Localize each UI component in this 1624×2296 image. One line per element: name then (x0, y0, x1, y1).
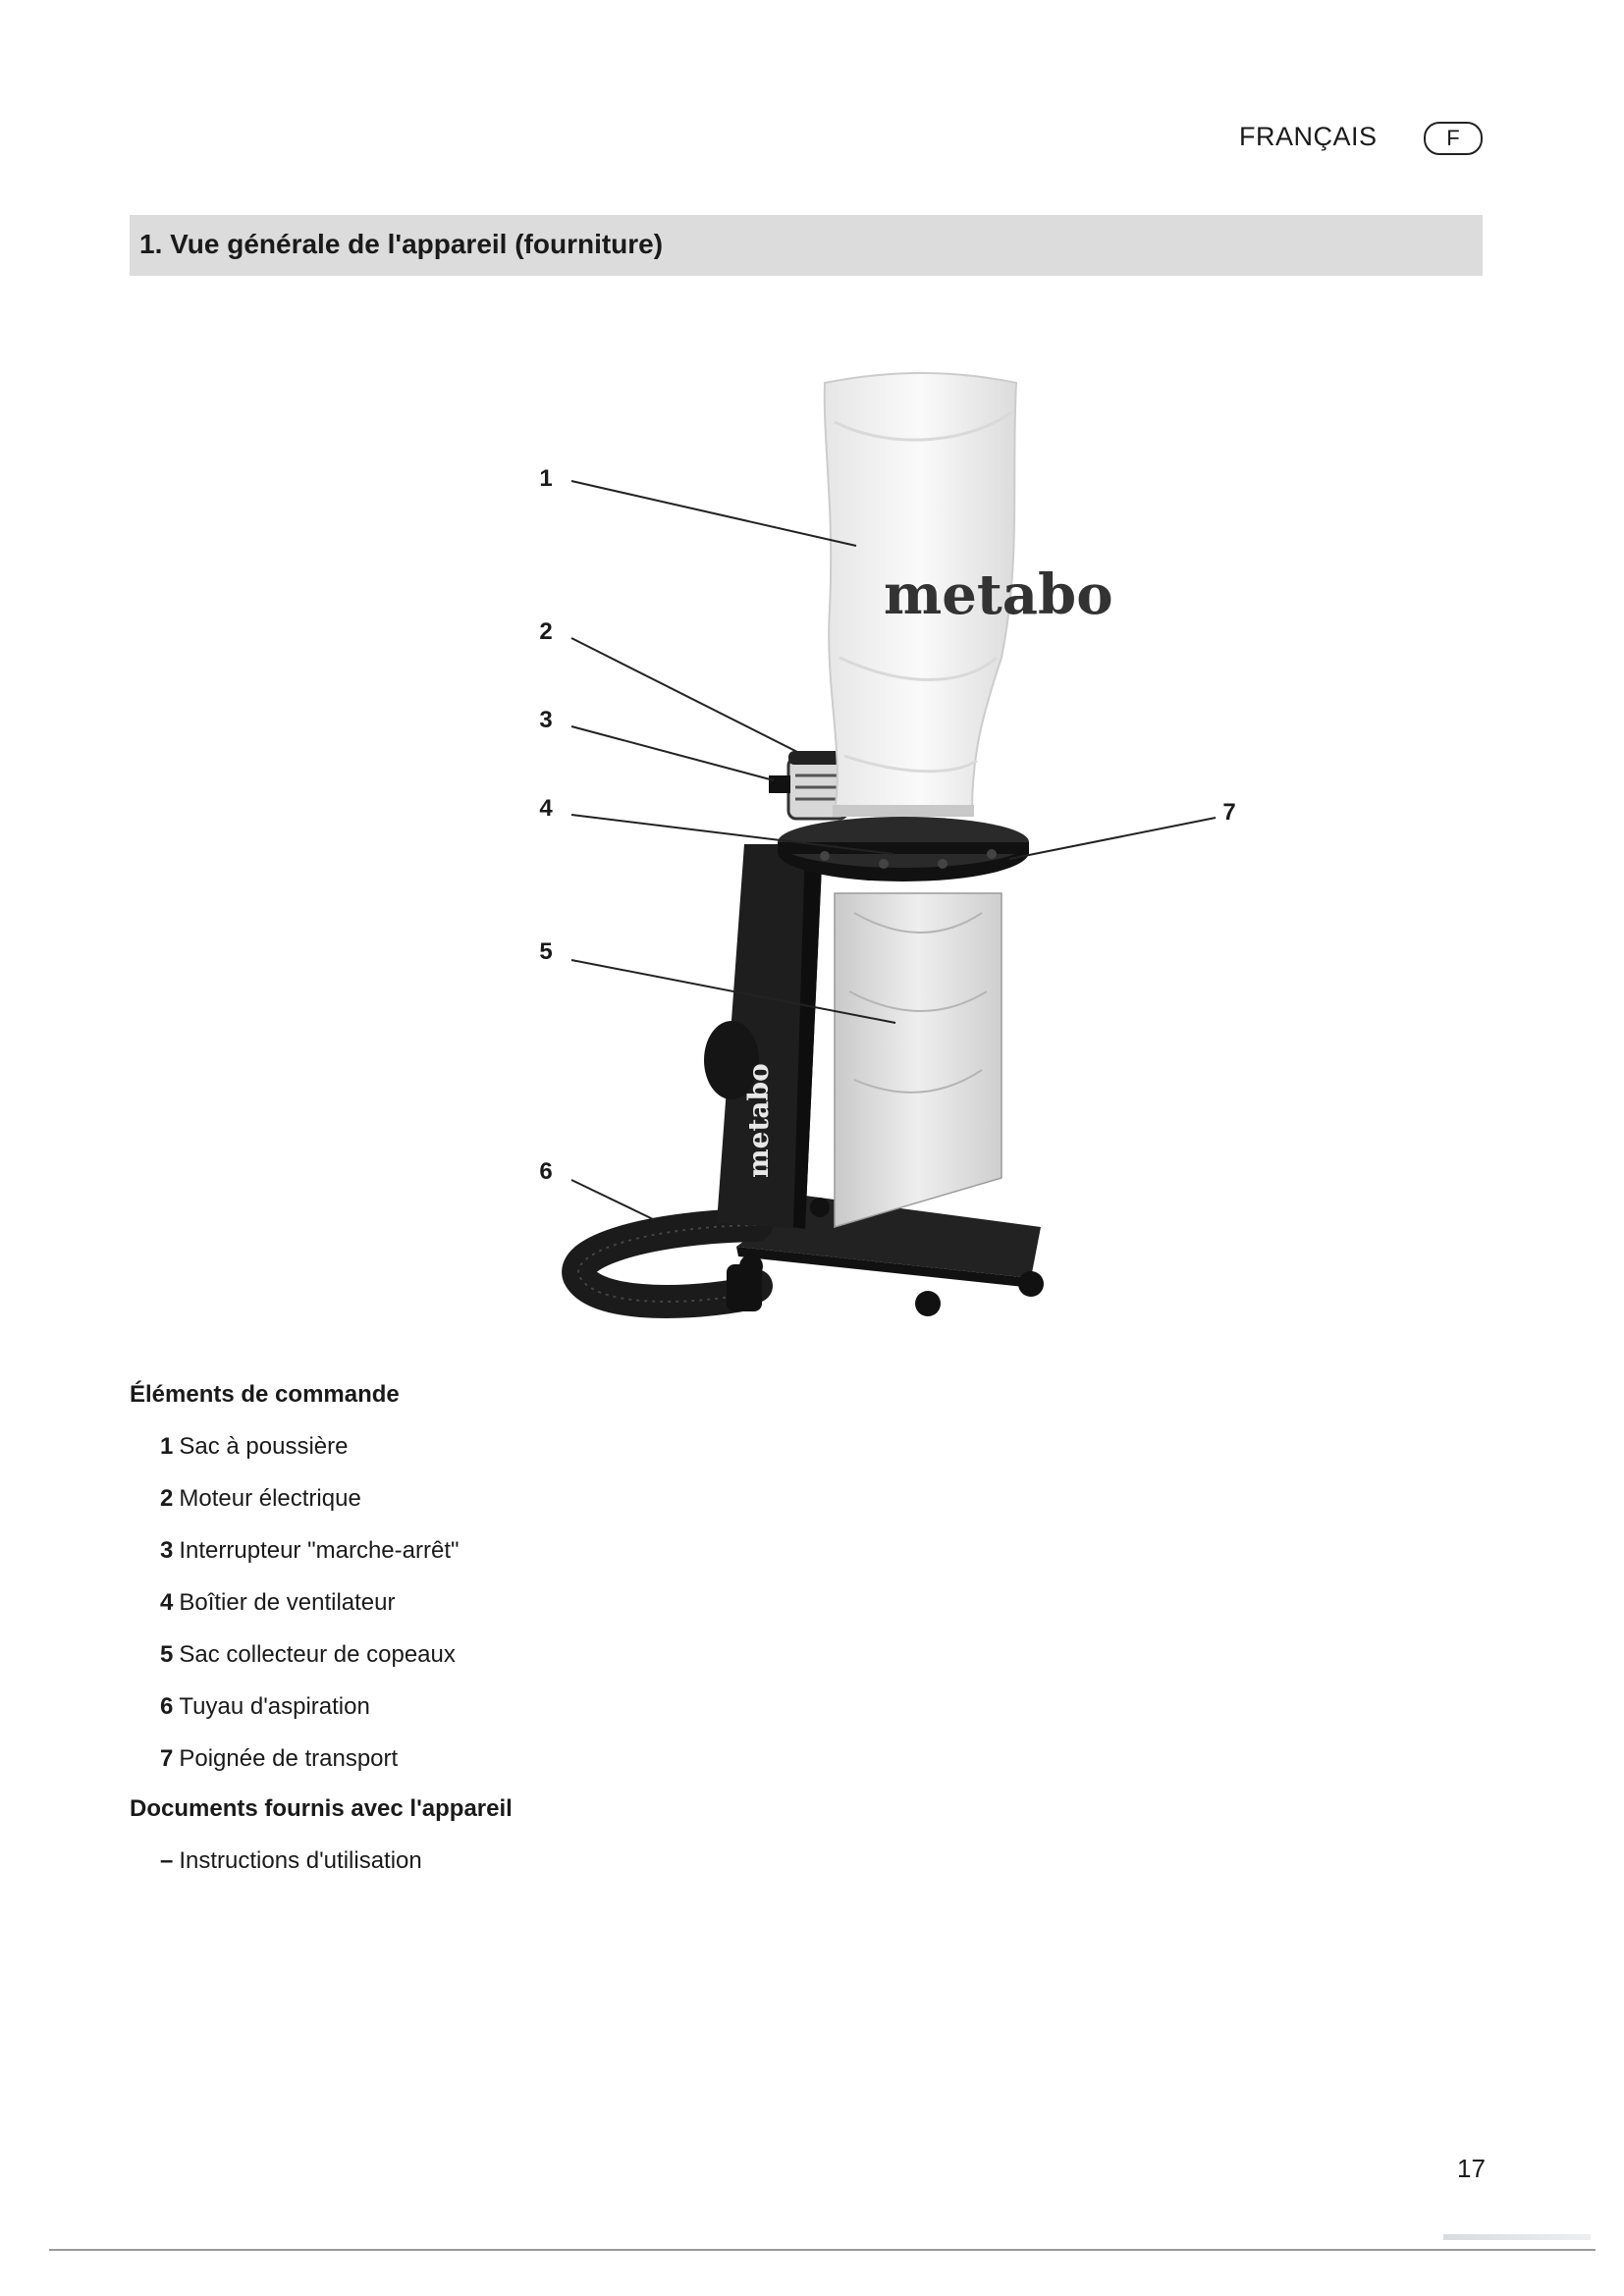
list-item (160, 1433, 348, 1461)
list-item (160, 1847, 422, 1875)
callout-6: 6 (539, 1158, 553, 1185)
list-item (160, 1693, 370, 1721)
item-number: 7 (160, 1745, 174, 1772)
list-item (160, 1589, 395, 1617)
item-label: Interrupteur "marche-arrêt" (179, 1537, 460, 1564)
callout-7: 7 (1222, 799, 1236, 826)
support-column (704, 844, 823, 1229)
section-title: 1. Vue générale de l'appareil (fourniture) (139, 229, 664, 259)
section-title-bar (130, 215, 1483, 276)
item-number: 5 (160, 1641, 174, 1668)
item-label: Instructions d'utilisation (179, 1847, 422, 1874)
documents-heading: Documents fournis avec l'appareil (130, 1795, 513, 1822)
fan-housing (778, 817, 1029, 881)
page-number: 17 (1457, 2154, 1486, 2183)
footer-divider (49, 2249, 1596, 2251)
item-number: 6 (160, 1693, 174, 1720)
language-label: FRANÇAIS (1239, 122, 1378, 151)
column-logo: metabo (742, 1063, 775, 1178)
suction-hose (578, 1225, 762, 1311)
callout-2: 2 (539, 618, 553, 645)
list-item (160, 1641, 456, 1669)
item-label: Tuyau d'aspiration (179, 1693, 370, 1720)
item-label: Moteur électrique (179, 1485, 361, 1512)
item-dash: – (160, 1847, 174, 1874)
controls-heading: Éléments de commande (130, 1381, 400, 1408)
list-item (160, 1537, 460, 1565)
item-label: Sac à poussière (179, 1433, 349, 1460)
footer-faint-mark (1443, 2234, 1591, 2240)
callout-5: 5 (539, 938, 553, 965)
item-number: 1 (160, 1433, 174, 1460)
dust-bag (825, 373, 1113, 817)
chip-bag (835, 893, 1001, 1227)
page-header (1239, 118, 1485, 157)
callout-1: 1 (539, 465, 553, 492)
device-illustration (511, 363, 1296, 1335)
item-number: 4 (160, 1589, 174, 1616)
bag-logo: metabo (884, 562, 1113, 627)
item-label: Sac collecteur de copeaux (179, 1641, 456, 1668)
item-label: Poignée de transport (179, 1745, 399, 1772)
item-number: 2 (160, 1485, 174, 1512)
item-label: Boîtier de ventilateur (179, 1589, 396, 1616)
callout-4: 4 (539, 795, 553, 822)
item-number: 3 (160, 1537, 174, 1564)
list-item (160, 1485, 361, 1513)
dust-extractor-drawing (511, 363, 1296, 1335)
language-code-badge: F (1424, 122, 1483, 155)
callout-3: 3 (539, 707, 553, 733)
list-item (160, 1745, 398, 1773)
